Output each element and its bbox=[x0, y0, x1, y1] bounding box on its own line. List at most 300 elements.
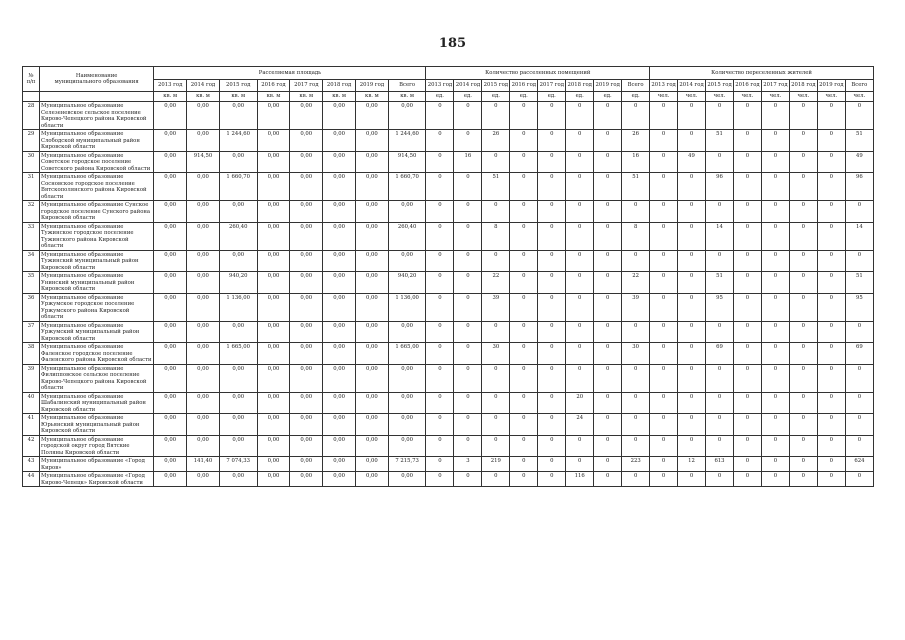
header-num-line1: № bbox=[28, 72, 34, 79]
people-value-cell: 0 bbox=[761, 343, 789, 365]
rooms-value-cell: 22 bbox=[482, 272, 510, 294]
area-value-cell: 0,00 bbox=[257, 457, 290, 472]
people-value-cell: 0 bbox=[817, 130, 845, 152]
resettlement-table-wrapper bbox=[22, 66, 874, 487]
rooms-value-cell: 0 bbox=[482, 201, 510, 223]
rooms-value-cell: 0 bbox=[622, 321, 650, 343]
people-value-cell: 0 bbox=[817, 272, 845, 294]
row-number: 30 bbox=[23, 151, 40, 173]
rooms-value-cell: 39 bbox=[482, 293, 510, 321]
area-value-cell: 1 244,60 bbox=[388, 130, 426, 152]
area-value-cell: 0,00 bbox=[388, 250, 426, 272]
rooms-value-cell: 0 bbox=[482, 435, 510, 457]
area-value-cell: 0,00 bbox=[219, 151, 257, 173]
rooms-value-cell: 0 bbox=[510, 201, 538, 223]
rooms-value-cell: 0 bbox=[510, 457, 538, 472]
table-row bbox=[23, 222, 874, 250]
rooms-value-cell: 0 bbox=[426, 392, 454, 414]
people-value-cell: 69 bbox=[845, 343, 873, 365]
rooms-value-cell: 0 bbox=[566, 173, 594, 201]
people-value-cell: 0 bbox=[789, 364, 817, 392]
table-row bbox=[23, 435, 874, 457]
rooms-value-cell: 0 bbox=[482, 472, 510, 487]
people-value-cell: 0 bbox=[650, 173, 678, 201]
table-row bbox=[23, 343, 874, 365]
people-value-cell: 0 bbox=[845, 435, 873, 457]
area-value-cell: 0,00 bbox=[356, 151, 389, 173]
table-row bbox=[23, 364, 874, 392]
rooms-value-cell: 30 bbox=[622, 343, 650, 365]
people-value-cell: 51 bbox=[845, 130, 873, 152]
people-value-cell: 0 bbox=[761, 102, 789, 130]
header-unit-rooms: ед. bbox=[454, 92, 482, 102]
rooms-value-cell: 0 bbox=[566, 151, 594, 173]
header-group-rooms: Количество расселенных помещений bbox=[426, 67, 650, 80]
people-value-cell: 0 bbox=[845, 321, 873, 343]
table-row bbox=[23, 173, 874, 201]
people-value-cell: 0 bbox=[733, 272, 761, 294]
area-value-cell: 0,00 bbox=[323, 472, 356, 487]
rooms-value-cell: 0 bbox=[566, 250, 594, 272]
rooms-value-cell: 0 bbox=[594, 222, 622, 250]
rooms-value-cell: 0 bbox=[538, 392, 566, 414]
area-value-cell: 7 215,73 bbox=[388, 457, 426, 472]
header-year-people: 2013 год bbox=[650, 80, 678, 92]
people-value-cell: 14 bbox=[845, 222, 873, 250]
rooms-value-cell: 0 bbox=[454, 173, 482, 201]
header-year-rooms: 2013 год bbox=[426, 80, 454, 92]
people-value-cell: 0 bbox=[761, 201, 789, 223]
header-year-area: 2019 год bbox=[356, 80, 389, 92]
area-value-cell: 0,00 bbox=[187, 435, 220, 457]
rooms-value-cell: 20 bbox=[566, 392, 594, 414]
rooms-value-cell: 0 bbox=[426, 250, 454, 272]
header-unit-people: чел. bbox=[650, 92, 678, 102]
people-value-cell: 0 bbox=[789, 173, 817, 201]
rooms-value-cell: 0 bbox=[622, 201, 650, 223]
people-value-cell: 0 bbox=[845, 392, 873, 414]
people-value-cell: 0 bbox=[650, 343, 678, 365]
people-value-cell: 95 bbox=[845, 293, 873, 321]
people-value-cell: 0 bbox=[761, 457, 789, 472]
rooms-value-cell: 0 bbox=[594, 343, 622, 365]
header-year-people: 2015 год bbox=[706, 80, 734, 92]
area-value-cell: 0,00 bbox=[290, 364, 323, 392]
people-value-cell: 0 bbox=[817, 343, 845, 365]
people-value-cell: 0 bbox=[789, 201, 817, 223]
rooms-value-cell: 0 bbox=[454, 343, 482, 365]
rooms-value-cell: 26 bbox=[622, 130, 650, 152]
rooms-value-cell: 0 bbox=[426, 130, 454, 152]
people-value-cell: 12 bbox=[678, 457, 706, 472]
header-year-people: 2016 год bbox=[733, 80, 761, 92]
area-value-cell: 0,00 bbox=[290, 102, 323, 130]
area-value-cell: 0,00 bbox=[323, 272, 356, 294]
header-unit-rooms: ед. bbox=[426, 92, 454, 102]
rooms-value-cell: 8 bbox=[482, 222, 510, 250]
people-value-cell: 51 bbox=[706, 130, 734, 152]
area-value-cell: 0,00 bbox=[187, 472, 220, 487]
rooms-value-cell: 0 bbox=[510, 392, 538, 414]
municipality-name: Муниципальное образование Шабалинский муниципальный район Кировской области bbox=[40, 392, 154, 414]
people-value-cell: 95 bbox=[706, 293, 734, 321]
header-unit-rooms: ед. bbox=[482, 92, 510, 102]
area-value-cell: 0,00 bbox=[356, 293, 389, 321]
people-value-cell: 49 bbox=[678, 151, 706, 173]
header-name-line2: муниципального образования bbox=[54, 79, 139, 85]
rooms-value-cell: 0 bbox=[454, 435, 482, 457]
area-value-cell: 0,00 bbox=[356, 343, 389, 365]
people-value-cell: 0 bbox=[761, 435, 789, 457]
area-value-cell: 0,00 bbox=[290, 250, 323, 272]
rooms-value-cell: 0 bbox=[594, 414, 622, 436]
area-value-cell: 0,00 bbox=[323, 130, 356, 152]
people-value-cell: 0 bbox=[733, 293, 761, 321]
rooms-value-cell: 0 bbox=[510, 151, 538, 173]
area-value-cell: 0,00 bbox=[356, 222, 389, 250]
people-value-cell: 0 bbox=[678, 392, 706, 414]
people-value-cell: 0 bbox=[733, 102, 761, 130]
people-value-cell: 0 bbox=[789, 222, 817, 250]
municipality-name: Муниципальное образование Сосновское городское поселение Вятскополянского района Кировской области bbox=[40, 173, 154, 201]
rooms-value-cell: 0 bbox=[426, 272, 454, 294]
people-value-cell: 0 bbox=[789, 435, 817, 457]
rooms-value-cell: 0 bbox=[594, 293, 622, 321]
people-value-cell: 0 bbox=[761, 151, 789, 173]
rooms-value-cell: 0 bbox=[510, 293, 538, 321]
area-value-cell: 0,00 bbox=[187, 321, 220, 343]
rooms-value-cell: 0 bbox=[482, 151, 510, 173]
municipality-name: Муниципальное образование Уржумский муниципальный район Кировской области bbox=[40, 321, 154, 343]
area-value-cell: 940,20 bbox=[219, 272, 257, 294]
units-spacer bbox=[23, 92, 40, 102]
area-value-cell: 0,00 bbox=[154, 343, 187, 365]
rooms-value-cell: 0 bbox=[454, 102, 482, 130]
rooms-value-cell: 0 bbox=[538, 151, 566, 173]
rooms-value-cell: 0 bbox=[538, 272, 566, 294]
people-value-cell: 0 bbox=[678, 364, 706, 392]
header-unit-people: чел. bbox=[845, 92, 873, 102]
municipality-name: Муниципальное образование Слободской муниципальный район Кировской области bbox=[40, 130, 154, 152]
area-value-cell: 0,00 bbox=[219, 392, 257, 414]
rooms-value-cell: 0 bbox=[622, 392, 650, 414]
rooms-value-cell: 24 bbox=[566, 414, 594, 436]
people-value-cell: 0 bbox=[678, 272, 706, 294]
people-value-cell: 0 bbox=[817, 457, 845, 472]
header-unit-area: кв. м bbox=[257, 92, 290, 102]
people-value-cell: 0 bbox=[650, 293, 678, 321]
people-value-cell: 0 bbox=[650, 414, 678, 436]
header-unit-people: чел. bbox=[678, 92, 706, 102]
header-unit-people: чел. bbox=[817, 92, 845, 102]
people-value-cell: 0 bbox=[817, 293, 845, 321]
area-value-cell: 0,00 bbox=[257, 250, 290, 272]
people-value-cell: 0 bbox=[789, 414, 817, 436]
area-value-cell: 0,00 bbox=[154, 173, 187, 201]
people-value-cell: 0 bbox=[650, 272, 678, 294]
area-value-cell: 0,00 bbox=[290, 272, 323, 294]
people-value-cell: 0 bbox=[678, 472, 706, 487]
people-value-cell: 0 bbox=[845, 201, 873, 223]
rooms-value-cell: 0 bbox=[426, 102, 454, 130]
area-value-cell: 0,00 bbox=[290, 222, 323, 250]
people-value-cell: 0 bbox=[761, 130, 789, 152]
rooms-value-cell: 0 bbox=[482, 321, 510, 343]
area-value-cell: 0,00 bbox=[356, 201, 389, 223]
area-value-cell: 1 660,70 bbox=[388, 173, 426, 201]
people-value-cell: 14 bbox=[706, 222, 734, 250]
area-value-cell: 0,00 bbox=[219, 435, 257, 457]
header-unit-people: чел. bbox=[789, 92, 817, 102]
area-value-cell: 0,00 bbox=[290, 414, 323, 436]
rooms-value-cell: 0 bbox=[538, 343, 566, 365]
area-value-cell: 0,00 bbox=[154, 250, 187, 272]
header-year-people: 2014 год bbox=[678, 80, 706, 92]
header-unit-area: кв. м bbox=[290, 92, 323, 102]
people-value-cell: 0 bbox=[733, 130, 761, 152]
rooms-value-cell: 39 bbox=[622, 293, 650, 321]
area-value-cell: 0,00 bbox=[219, 201, 257, 223]
people-value-cell: 0 bbox=[706, 321, 734, 343]
header-unit-rooms: ед. bbox=[510, 92, 538, 102]
area-value-cell: 0,00 bbox=[154, 457, 187, 472]
people-value-cell: 0 bbox=[761, 321, 789, 343]
area-value-cell: 0,00 bbox=[356, 130, 389, 152]
area-value-cell: 0,00 bbox=[219, 364, 257, 392]
people-value-cell: 0 bbox=[733, 392, 761, 414]
rooms-value-cell: 0 bbox=[538, 201, 566, 223]
area-value-cell: 0,00 bbox=[356, 435, 389, 457]
people-value-cell: 0 bbox=[706, 364, 734, 392]
row-number: 37 bbox=[23, 321, 40, 343]
people-value-cell: 0 bbox=[706, 472, 734, 487]
area-value-cell: 914,50 bbox=[388, 151, 426, 173]
header-unit-people: чел. bbox=[706, 92, 734, 102]
rooms-value-cell: 0 bbox=[510, 321, 538, 343]
resettlement-table bbox=[22, 66, 874, 487]
area-value-cell: 0,00 bbox=[290, 457, 323, 472]
rooms-value-cell: 0 bbox=[454, 364, 482, 392]
rooms-value-cell: 0 bbox=[622, 250, 650, 272]
area-value-cell: 0,00 bbox=[290, 173, 323, 201]
area-value-cell: 0,00 bbox=[187, 414, 220, 436]
rooms-value-cell: 0 bbox=[594, 130, 622, 152]
municipality-name: Муниципальное образование Советское городское поселение Советского района Кировской области bbox=[40, 151, 154, 173]
rooms-value-cell: 0 bbox=[538, 250, 566, 272]
people-value-cell: 0 bbox=[733, 250, 761, 272]
people-value-cell: 96 bbox=[845, 173, 873, 201]
rooms-value-cell: 0 bbox=[454, 250, 482, 272]
rooms-value-cell: 16 bbox=[454, 151, 482, 173]
header-year-area: 2013 год bbox=[154, 80, 187, 92]
people-value-cell: 0 bbox=[706, 250, 734, 272]
people-value-cell: 0 bbox=[817, 364, 845, 392]
area-value-cell: 1 136,00 bbox=[388, 293, 426, 321]
area-value-cell: 0,00 bbox=[356, 173, 389, 201]
people-value-cell: 0 bbox=[678, 102, 706, 130]
area-value-cell: 0,00 bbox=[154, 222, 187, 250]
table-row bbox=[23, 201, 874, 223]
area-value-cell: 0,00 bbox=[323, 201, 356, 223]
people-value-cell: 0 bbox=[650, 435, 678, 457]
area-value-cell: 0,00 bbox=[290, 472, 323, 487]
area-value-cell: 0,00 bbox=[290, 293, 323, 321]
people-value-cell: 0 bbox=[650, 102, 678, 130]
row-number: 29 bbox=[23, 130, 40, 152]
area-value-cell: 0,00 bbox=[187, 272, 220, 294]
rooms-value-cell: 0 bbox=[538, 321, 566, 343]
row-number: 41 bbox=[23, 414, 40, 436]
rooms-value-cell: 116 bbox=[566, 472, 594, 487]
row-number: 34 bbox=[23, 250, 40, 272]
header-group-people: Количество переселенных жителей bbox=[650, 67, 874, 80]
rooms-value-cell: 0 bbox=[566, 130, 594, 152]
area-value-cell: 0,00 bbox=[257, 364, 290, 392]
rooms-value-cell: 0 bbox=[538, 364, 566, 392]
people-value-cell: 0 bbox=[789, 151, 817, 173]
area-value-cell: 0,00 bbox=[388, 435, 426, 457]
area-value-cell: 1 665,00 bbox=[388, 343, 426, 365]
header-year-rooms: 2019 год bbox=[594, 80, 622, 92]
people-value-cell: 0 bbox=[706, 151, 734, 173]
header-row-units bbox=[23, 92, 874, 102]
area-value-cell: 0,00 bbox=[323, 293, 356, 321]
header-year-area: 2015 год bbox=[219, 80, 257, 92]
rooms-value-cell: 0 bbox=[538, 130, 566, 152]
area-value-cell: 0,00 bbox=[187, 201, 220, 223]
rooms-value-cell: 0 bbox=[510, 343, 538, 365]
people-value-cell: 0 bbox=[789, 130, 817, 152]
people-value-cell: 0 bbox=[733, 435, 761, 457]
area-value-cell: 0,00 bbox=[257, 272, 290, 294]
area-value-cell: 0,00 bbox=[187, 293, 220, 321]
area-value-cell: 0,00 bbox=[356, 102, 389, 130]
area-value-cell: 0,00 bbox=[323, 457, 356, 472]
rooms-value-cell: 0 bbox=[594, 435, 622, 457]
people-value-cell: 0 bbox=[678, 250, 706, 272]
rooms-value-cell: 0 bbox=[594, 173, 622, 201]
rooms-value-cell: 0 bbox=[426, 343, 454, 365]
table-row bbox=[23, 392, 874, 414]
area-value-cell: 914,50 bbox=[187, 151, 220, 173]
people-value-cell: 0 bbox=[845, 102, 873, 130]
rooms-value-cell: 0 bbox=[622, 364, 650, 392]
people-value-cell: 49 bbox=[845, 151, 873, 173]
rooms-value-cell: 0 bbox=[622, 472, 650, 487]
rooms-value-cell: 0 bbox=[426, 472, 454, 487]
rooms-value-cell: 0 bbox=[454, 130, 482, 152]
header-year-rooms: 2018 год bbox=[566, 80, 594, 92]
people-value-cell: 0 bbox=[733, 457, 761, 472]
rooms-value-cell: 3 bbox=[454, 457, 482, 472]
rooms-value-cell: 8 bbox=[622, 222, 650, 250]
rooms-value-cell: 0 bbox=[538, 435, 566, 457]
rooms-value-cell: 0 bbox=[594, 201, 622, 223]
rooms-value-cell: 51 bbox=[622, 173, 650, 201]
header-year-rooms: Всего bbox=[622, 80, 650, 92]
header-year-rooms: 2017 год bbox=[538, 80, 566, 92]
area-value-cell: 0,00 bbox=[219, 414, 257, 436]
municipality-name: Муниципальное образование Филипповское сельское поселение Кирово-Чепецкого района Кировской области bbox=[40, 364, 154, 392]
people-value-cell: 0 bbox=[678, 130, 706, 152]
people-value-cell: 0 bbox=[845, 364, 873, 392]
rooms-value-cell: 0 bbox=[510, 414, 538, 436]
area-value-cell: 0,00 bbox=[257, 130, 290, 152]
area-value-cell: 0,00 bbox=[323, 173, 356, 201]
people-value-cell: 0 bbox=[789, 250, 817, 272]
people-value-cell: 0 bbox=[678, 414, 706, 436]
rooms-value-cell: 0 bbox=[594, 472, 622, 487]
people-value-cell: 0 bbox=[706, 392, 734, 414]
table-row bbox=[23, 130, 874, 152]
units-spacer bbox=[40, 92, 154, 102]
area-value-cell: 0,00 bbox=[257, 173, 290, 201]
area-value-cell: 260,40 bbox=[219, 222, 257, 250]
header-unit-rooms: ед. bbox=[622, 92, 650, 102]
area-value-cell: 0,00 bbox=[356, 457, 389, 472]
rooms-value-cell: 0 bbox=[594, 321, 622, 343]
people-value-cell: 0 bbox=[789, 472, 817, 487]
rooms-value-cell: 0 bbox=[482, 414, 510, 436]
header-name-line1: Наименование bbox=[75, 72, 118, 79]
rooms-value-cell: 0 bbox=[538, 173, 566, 201]
rooms-value-cell: 0 bbox=[566, 364, 594, 392]
people-value-cell: 0 bbox=[789, 321, 817, 343]
area-value-cell: 1 136,00 bbox=[219, 293, 257, 321]
area-value-cell: 0,00 bbox=[187, 392, 220, 414]
people-value-cell: 0 bbox=[817, 201, 845, 223]
area-value-cell: 1 244,60 bbox=[219, 130, 257, 152]
header-year-area: 2017 год bbox=[290, 80, 323, 92]
area-value-cell: 0,00 bbox=[154, 321, 187, 343]
rooms-value-cell: 0 bbox=[538, 293, 566, 321]
table-row bbox=[23, 457, 874, 472]
row-number: 40 bbox=[23, 392, 40, 414]
rooms-value-cell: 0 bbox=[482, 364, 510, 392]
row-number: 28 bbox=[23, 102, 40, 130]
people-value-cell: 0 bbox=[733, 364, 761, 392]
area-value-cell: 0,00 bbox=[257, 102, 290, 130]
area-value-cell: 0,00 bbox=[257, 222, 290, 250]
people-value-cell: 0 bbox=[650, 130, 678, 152]
rooms-value-cell: 0 bbox=[566, 201, 594, 223]
municipality-name: Муниципальное образование Фаленское городское поселение Фаленского района Кировской области bbox=[40, 343, 154, 365]
people-value-cell: 0 bbox=[650, 222, 678, 250]
table-row bbox=[23, 250, 874, 272]
rooms-value-cell: 0 bbox=[510, 250, 538, 272]
municipality-name: Муниципальное образование Унинский муниципальный район Кировской области bbox=[40, 272, 154, 294]
row-number: 36 bbox=[23, 293, 40, 321]
header-row-groups bbox=[23, 67, 874, 80]
people-value-cell: 0 bbox=[761, 472, 789, 487]
people-value-cell: 0 bbox=[761, 293, 789, 321]
area-value-cell: 7 074,33 bbox=[219, 457, 257, 472]
area-value-cell: 0,00 bbox=[290, 130, 323, 152]
area-value-cell: 0,00 bbox=[323, 414, 356, 436]
row-number: 42 bbox=[23, 435, 40, 457]
area-value-cell: 0,00 bbox=[257, 435, 290, 457]
people-value-cell: 0 bbox=[817, 321, 845, 343]
area-value-cell: 1 660,70 bbox=[219, 173, 257, 201]
rooms-value-cell: 0 bbox=[594, 250, 622, 272]
people-value-cell: 0 bbox=[789, 392, 817, 414]
municipality-name: Муниципальное образование Сунское городское поселение Сунского района Кировской области bbox=[40, 201, 154, 223]
people-value-cell: 0 bbox=[733, 472, 761, 487]
people-value-cell: 0 bbox=[678, 321, 706, 343]
rooms-value-cell: 0 bbox=[566, 222, 594, 250]
header-year-area: Всего bbox=[388, 80, 426, 92]
rooms-value-cell: 0 bbox=[594, 392, 622, 414]
